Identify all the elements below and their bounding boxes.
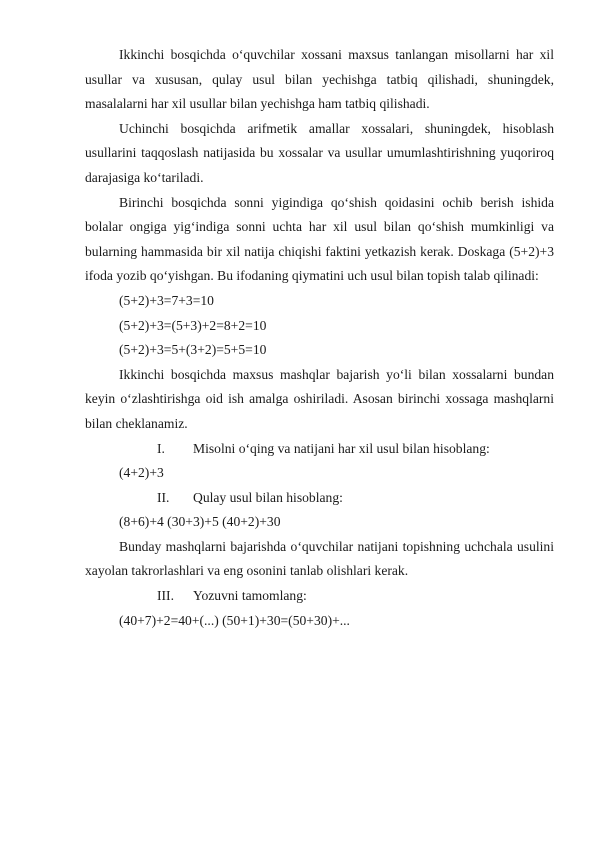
paragraph-stage-two: Ikkinchi bosqichda o‘quvchilar xossani maxsus tanlangan misollarni har xil usullar va xususan, qulay usul bilan yechishga tatbiq qilishadi, shuningdek, masalalarni har xil usullar bilan yechishga ham tatbiq qilishadi. (85, 47, 554, 112)
task-3-number: III. (157, 588, 174, 604)
task-2-number: II. (157, 489, 170, 505)
paragraph-exercises: Ikkinchi bosqichda maxsus mashqlar bajarish yo‘li bilan xossalarni bundan keyin o‘zlashtirishga oid ish amalga oshiriladi. Asosan birinchi xossaga mashqlarni bilan cheklanamiz. (85, 366, 554, 431)
formula-method-3: (5+2)+3=5+(3+2)=5+5=10 (119, 342, 267, 358)
paragraph-stage-three: Uchinchi bosqichda arifmetik amallar xossalari, shuningdek, hisoblash usullarini taqqoslash natijasida bu xossalar va usullar umumlashtirishning yuqoriroq darajasiga ko‘tariladi. (85, 120, 554, 185)
document-page (85, 43, 554, 633)
paragraph-stage-one: Birinchi bosqichda sonni yigindiga qo‘shish qoidasini ochib berish ishida bolalar ongiga yig‘indiga sonni uchta har xil usul bilan qo‘shish mumkinligi va bularning hammasida bir xil natija chiqishi faktini yetkazish kerak. Doskaga (5+2)+3 ifoda yozib qo‘yishgan. Bu ifodaning qiymatini uch usul bilan topish talab qilinadi: (85, 194, 554, 284)
task-2-text: Qulay usul bilan hisoblang: (193, 489, 343, 505)
task-3 (85, 584, 554, 609)
task-3-expression: (40+7)+2=40+(...) (50+1)+30=(50+30)+... (119, 612, 350, 628)
formula-method-2: (5+2)+3=(5+3)+2=8+2=10 (119, 317, 267, 333)
task-1-text: Misolni o‘qing va natijani har xil usul bilan hisoblang: (193, 440, 490, 456)
task-1-expression: (4+2)+3 (119, 465, 164, 481)
paragraph-method-choice: Bunday mashqlarni bajarishda o‘quvchilar natijani topishning uchchala usulini xayolan takrorlashlari va eng osonini tanlab olishlari kerak. (85, 538, 554, 579)
formula-method-1: (5+2)+3=7+3=10 (119, 292, 214, 308)
task-1-number: I. (157, 440, 165, 456)
task-3-text: Yozuvni tamomlang: (193, 588, 307, 604)
task-2 (85, 486, 554, 511)
task-1 (85, 437, 554, 462)
task-2-expression: (8+6)+4 (30+3)+5 (40+2)+30 (119, 514, 281, 530)
